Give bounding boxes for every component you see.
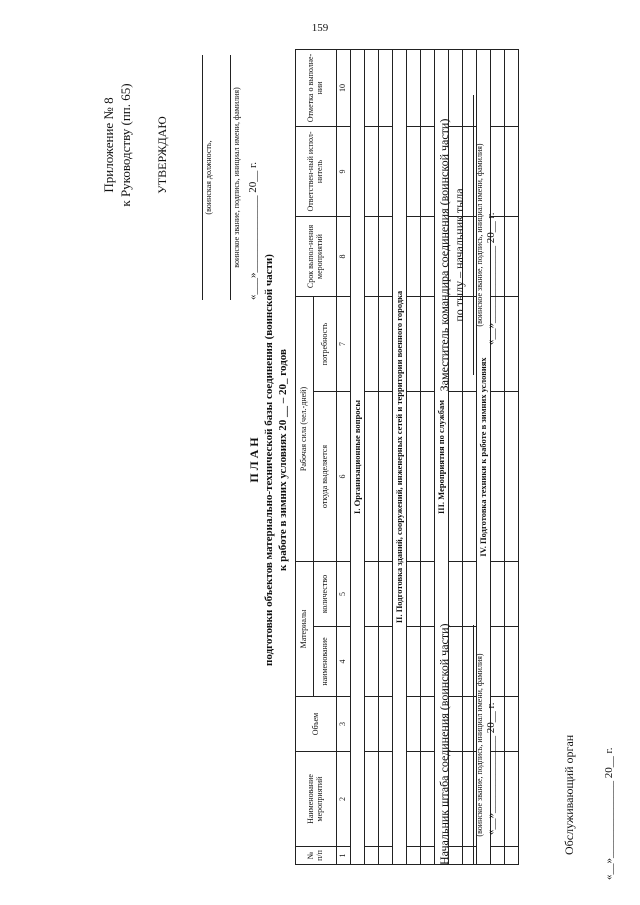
deputy-title-1: Заместитель командира соединения (воинской части) (437, 118, 451, 392)
chief-staff-date-open: « (485, 829, 497, 835)
table-row (365, 49, 379, 864)
col-deadline-header: Срок выпол-нения мероприятий (296, 216, 337, 296)
deputy-date-mid: » (485, 323, 497, 329)
table-header-row (296, 49, 314, 864)
deputy-date-suffix: г. (485, 212, 497, 219)
table-row (421, 49, 435, 864)
rotated-page-content (95, 45, 495, 875)
service-body-date: «__»______________ 20__ г. (603, 747, 615, 880)
plan-subtitle-1: подготовки объектов материально-технической базы соединения (воинской части) (263, 254, 275, 666)
col-mark-header: Отметка о выполне-нии (296, 49, 337, 126)
service-body-date-suffix: г. (603, 747, 615, 754)
section-title: IV. Подготовка техники к работе в зимних условиях (477, 49, 491, 864)
chief-staff-date: «__»______________ 20__ г. (485, 702, 497, 835)
approve-date-suffix: г. (247, 161, 259, 168)
service-body-date-year: 20 (603, 767, 615, 779)
appendix-line-1: Приложение № 8 (101, 97, 116, 193)
chief-staff-signature-line (473, 625, 474, 865)
approve-signature-caption: воинское звание, подпись, инициал имени, фамилия) (232, 87, 241, 268)
col-volume-header: Объем (296, 697, 337, 752)
chief-staff-title: Начальник штаба соединения (воинской части) (437, 623, 451, 865)
table-row (407, 49, 421, 864)
section-row (393, 49, 407, 864)
col-name-header: Наименование мероприятий (296, 752, 337, 847)
table-row (505, 49, 519, 864)
approve-signature-line (230, 55, 231, 300)
column-number: 4 (337, 627, 351, 697)
table-row (379, 49, 393, 864)
service-body-date-mid: » (603, 858, 615, 864)
deputy-date: «__»______________ 20__ г. (485, 212, 497, 345)
approve-position-caption: (воинская должность, (204, 140, 213, 215)
approve-title: УТВЕРЖДАЮ (155, 116, 169, 194)
page-number: 159 (311, 22, 329, 34)
column-number: 3 (337, 697, 351, 752)
col-num-header: № п/п (296, 847, 337, 865)
service-body-title: Обслуживающий орган (562, 734, 576, 855)
service-body-date-open: « (603, 874, 615, 880)
column-number: 2 (337, 752, 351, 847)
chief-staff-date-year: 20 (485, 722, 497, 734)
deputy-date-open: « (485, 339, 497, 345)
col-workforce-need-header: потребность (314, 296, 337, 391)
deputy-caption: (воинское звание, подпись, инициал имени, фамилия) (475, 143, 484, 327)
col-workforce-from-header: откуда выделяется (314, 392, 337, 562)
column-number: 7 (337, 296, 351, 391)
chief-staff-date-suffix: г. (485, 702, 497, 709)
col-materials-qty-header: количество (314, 562, 337, 627)
approve-date: «___»______________ 20__ г. (247, 161, 259, 300)
column-number: 6 (337, 392, 351, 562)
column-number: 9 (337, 126, 351, 216)
section-title: II. Подготовка зданий, сооружений, инженерных сетей и территории военного городка (393, 49, 407, 864)
col-responsible-header: Ответствен-ный испол-нитель (296, 126, 337, 216)
section-title: III. Мероприятия по службам (435, 49, 449, 864)
deputy-date-year: 20 (485, 232, 497, 244)
plan-subtitle-2: к работе в зимних условиях 20 __ – 20_ годов (277, 349, 289, 571)
column-number: 1 (337, 847, 351, 865)
deputy-signature-line (473, 95, 474, 375)
appendix-reference (100, 55, 134, 235)
column-number: 10 (337, 49, 351, 126)
section-title: I. Организационные вопросы (351, 49, 365, 864)
column-numbers-row (337, 49, 351, 864)
col-materials-header: Материалы (296, 562, 314, 697)
approve-date-mid: » (247, 272, 259, 278)
deputy-title-2: по тылу – начальник тыла (452, 188, 466, 322)
approve-position-line (202, 55, 203, 300)
appendix-line-2: к Руководству (пп. 65) (118, 83, 133, 207)
plan-title: П Л А Н (247, 437, 261, 483)
col-workforce-header: Рабочая сила (чел.-дней) (296, 296, 314, 561)
chief-staff-caption: (воинское звание, подпись, инициал имени, фамилия) (475, 653, 484, 837)
approve-date-open: « (247, 294, 259, 300)
approve-date-year: 20 (247, 181, 259, 193)
section-row (351, 49, 365, 864)
col-materials-name-header: наименование (314, 627, 337, 697)
column-number: 5 (337, 562, 351, 627)
chief-staff-date-mid: » (485, 813, 497, 819)
column-number: 8 (337, 216, 351, 296)
